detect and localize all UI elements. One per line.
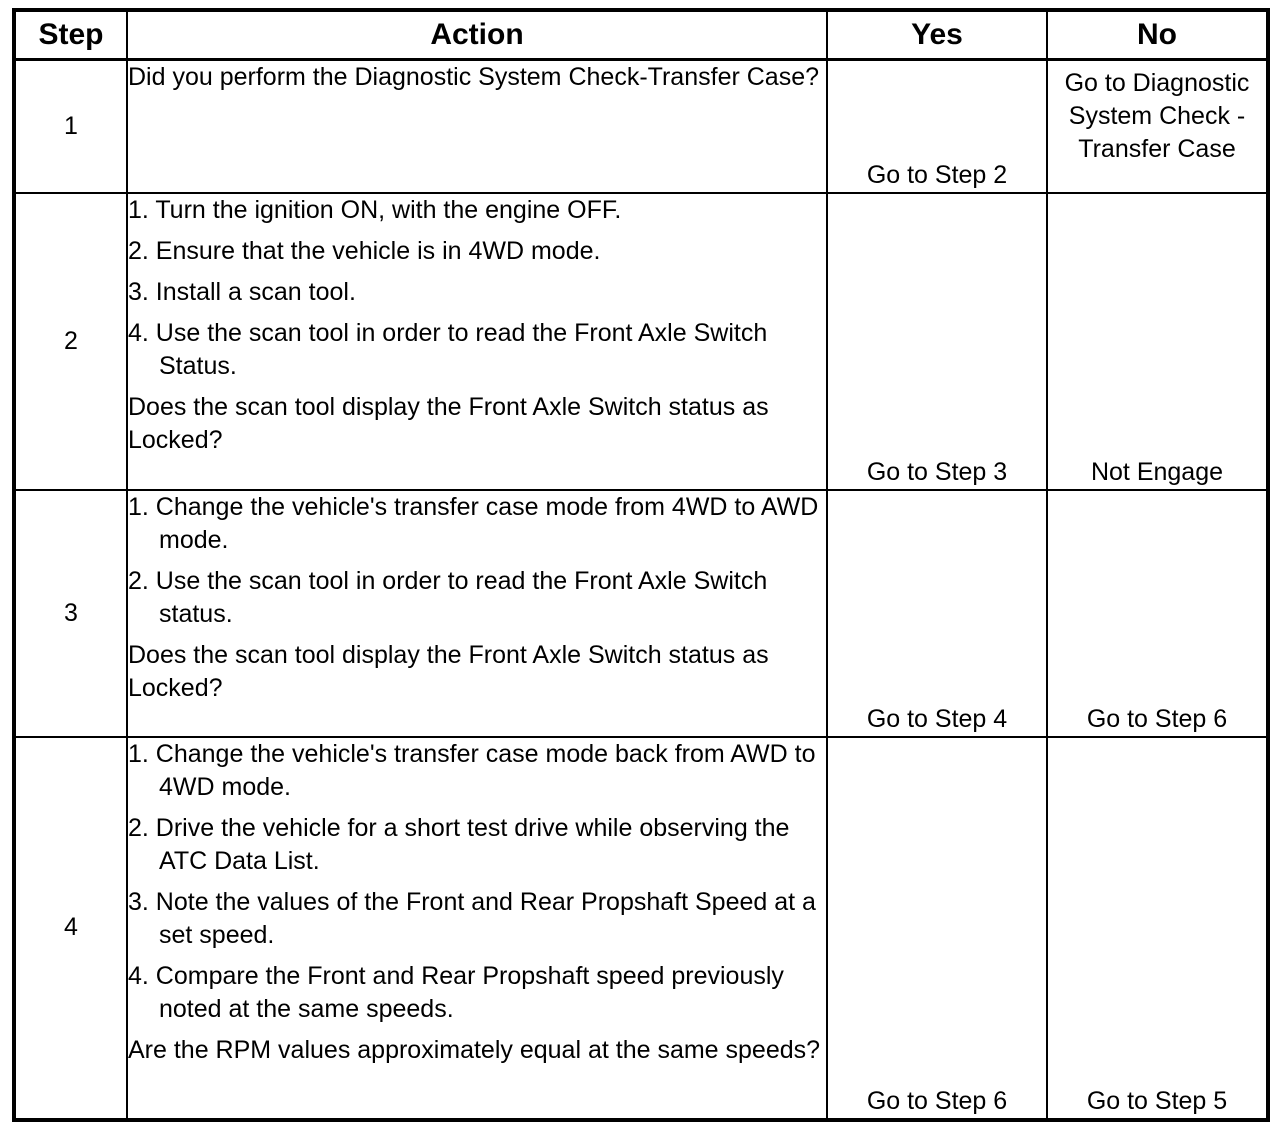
- table-row: [14, 193, 1268, 490]
- action-instruction: 2. Drive the vehicle for a short test drive while observing the ATC Data List.: [128, 813, 790, 875]
- action-instruction: 2. Use the scan tool in order to read the Front Axle Switch status.: [128, 566, 768, 628]
- action-instruction: 3. Install a scan tool.: [128, 277, 356, 306]
- header-action: Action: [127, 10, 827, 60]
- step-number: 3: [14, 490, 127, 737]
- action-question: Does the scan tool display the Front Axle Switch status as Locked?: [128, 640, 769, 702]
- yes-result: Go to Step 6: [827, 737, 1047, 1120]
- step-number: 1: [14, 60, 127, 193]
- diagnostic-table: [12, 8, 1270, 1122]
- cropped-title-fragment: [340, 0, 354, 8]
- action-instruction: 1. Change the vehicle's transfer case mode back from AWD to 4WD mode.: [128, 739, 816, 801]
- action-instruction: 1. Turn the ignition ON, with the engine OFF.: [128, 195, 622, 224]
- header-step: Step: [14, 10, 127, 60]
- table-row: [14, 490, 1268, 737]
- action-instruction: 3. Note the values of the Front and Rear Propshaft Speed at a set speed.: [128, 887, 816, 949]
- no-result: Not Engage: [1047, 193, 1268, 490]
- step-number: 4: [14, 737, 127, 1120]
- yes-result: Go to Step 4: [827, 490, 1047, 737]
- action-question: Does the scan tool display the Front Axle Switch status as Locked?: [128, 392, 769, 454]
- no-result: Go to Diagnostic System Check - Transfer Case: [1047, 60, 1268, 193]
- no-result: Go to Step 6: [1047, 490, 1268, 737]
- header-no: No: [1047, 10, 1268, 60]
- yes-result: Go to Step 2: [827, 60, 1047, 193]
- action-cell: [127, 60, 827, 193]
- yes-result: Go to Step 3: [827, 193, 1047, 490]
- action-cell: [127, 193, 827, 490]
- action-instruction: 4. Compare the Front and Rear Propshaft speed previously noted at the same speeds.: [128, 961, 784, 1023]
- header-row: [14, 10, 1268, 60]
- action-instruction: 2. Ensure that the vehicle is in 4WD mode.: [128, 236, 601, 265]
- header-yes: Yes: [827, 10, 1047, 60]
- action-cell: [127, 490, 827, 737]
- table-row: [14, 60, 1268, 193]
- action-question: Did you perform the Diagnostic System Check-Transfer Case?: [128, 63, 820, 91]
- action-instruction: 4. Use the scan tool in order to read the Front Axle Switch Status.: [128, 318, 768, 380]
- action-question: Are the RPM values approximately equal at the same speeds?: [128, 1035, 821, 1064]
- action-cell: [127, 737, 827, 1120]
- step-number: 2: [14, 193, 127, 490]
- table-row: [14, 737, 1268, 1120]
- no-result: Go to Step 5: [1047, 737, 1268, 1120]
- action-instruction: 1. Change the vehicle's transfer case mode from 4WD to AWD mode.: [128, 492, 819, 554]
